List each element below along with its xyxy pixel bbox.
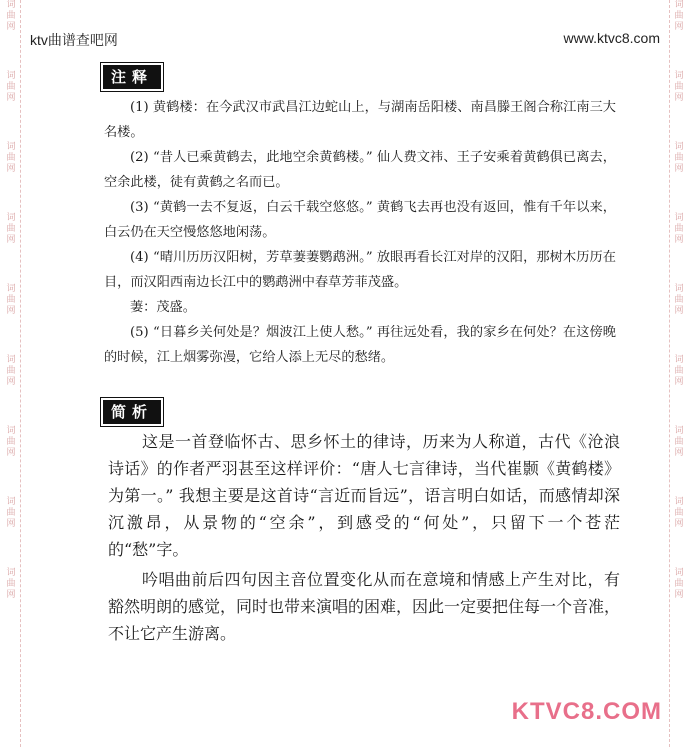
site-name-left: ktv曲谱查吧网 bbox=[30, 32, 118, 48]
note-item: (4) “晴川历历汉阳树，芳草萋萋鹦鹉洲。” 放眼再看长江对岸的汉阳，那树木历历在目，而汉阳西南边长江中的鹦鹉洲中春草芳菲茂盛。 bbox=[104, 250, 616, 290]
watermark-char: 网 bbox=[674, 519, 684, 529]
watermark-group bbox=[2, 568, 20, 601]
analysis-paragraph: 这是一首登临怀古、思乡怀土的律诗，历来为人称道，古代《沧浪诗话》的作者严羽甚至这样评价：“唐人七言律诗，当代崔颢《黄鹤楼》为第一。” 我想主要是这首诗“言近而旨远”，语言明白如话，而感情却深沉激昂，从景物的“空余”，到感受的“何处”，只留下一个苍茫的“愁”字。 bbox=[108, 432, 620, 559]
watermark-char: 词 bbox=[6, 284, 16, 294]
watermark-char: 曲 bbox=[6, 224, 16, 234]
watermark-char: 网 bbox=[674, 590, 684, 600]
watermark-char: 曲 bbox=[674, 295, 684, 305]
watermark-char: 词 bbox=[6, 568, 16, 578]
watermark-group bbox=[670, 284, 688, 317]
watermark-group bbox=[2, 426, 20, 459]
watermark-char: 网 bbox=[6, 590, 16, 600]
watermark-char: 词 bbox=[6, 497, 16, 507]
note-item: (3) “黄鹤一去不复返，白云千载空悠悠。” 黄鹤飞去再也没有返回，惟有千年以来，白云仍在天空慢悠悠地闲荡。 bbox=[104, 200, 616, 240]
watermark-char: 词 bbox=[6, 0, 16, 10]
watermark-char: 网 bbox=[674, 306, 684, 316]
watermark-char: 词 bbox=[6, 71, 16, 81]
brand-logo: KTVC8.COM bbox=[511, 698, 662, 725]
watermark-char: 曲 bbox=[674, 366, 684, 376]
watermark-group bbox=[670, 0, 688, 33]
watermark-char: 词 bbox=[674, 213, 684, 223]
watermark-char: 词 bbox=[6, 355, 16, 365]
watermark-char: 曲 bbox=[674, 579, 684, 589]
watermark-group bbox=[670, 497, 688, 530]
notes-heading: 注释 bbox=[103, 65, 161, 89]
left-watermark-strip bbox=[2, 0, 21, 747]
watermark-group bbox=[670, 213, 688, 246]
watermark-char: 网 bbox=[6, 93, 16, 103]
watermark-char: 曲 bbox=[6, 153, 16, 163]
watermark-group bbox=[670, 426, 688, 459]
watermark-char: 网 bbox=[674, 448, 684, 458]
watermark-char: 曲 bbox=[6, 437, 16, 447]
watermark-group bbox=[2, 497, 20, 530]
watermark-char: 曲 bbox=[674, 224, 684, 234]
watermark-char: 网 bbox=[674, 235, 684, 245]
watermark-char: 词 bbox=[674, 142, 684, 152]
watermark-char: 词 bbox=[674, 497, 684, 507]
analysis-section bbox=[108, 428, 620, 647]
watermark-group bbox=[2, 284, 20, 317]
analysis-paragraph: 吟唱曲前后四句因主音位置变化从而在意境和情感上产生对比，有豁然明朗的感觉，同时也带来演唱的困难，因此一定要把住每一个音准，不让它产生游离。 bbox=[108, 570, 621, 643]
watermark-char: 曲 bbox=[6, 295, 16, 305]
watermark-char: 网 bbox=[6, 22, 16, 32]
note-item: (2) “昔人已乘黄鹤去，此地空余黄鹤楼。” 仙人费文祎、王子安乘着黄鹤俱已离去，空余此楼，徒有黄鹤之名而已。 bbox=[104, 150, 616, 190]
watermark-char: 曲 bbox=[6, 366, 16, 376]
watermark-char: 网 bbox=[674, 377, 684, 387]
watermark-char: 曲 bbox=[6, 579, 16, 589]
watermark-char: 曲 bbox=[674, 153, 684, 163]
notes-section bbox=[104, 95, 616, 370]
watermark-group bbox=[670, 142, 688, 175]
watermark-group bbox=[2, 0, 20, 33]
watermark-char: 词 bbox=[6, 213, 16, 223]
watermark-char: 词 bbox=[674, 71, 684, 81]
note-item: 萋：茂盛。 bbox=[130, 300, 196, 315]
watermark-char: 曲 bbox=[6, 508, 16, 518]
watermark-char: 网 bbox=[674, 164, 684, 174]
watermark-char: 词 bbox=[674, 355, 684, 365]
watermark-char: 曲 bbox=[674, 82, 684, 92]
right-watermark-strip bbox=[669, 0, 688, 747]
watermark-char: 网 bbox=[6, 164, 16, 174]
watermark-char: 曲 bbox=[674, 437, 684, 447]
watermark-group bbox=[2, 213, 20, 246]
watermark-char: 词 bbox=[674, 284, 684, 294]
watermark-char: 网 bbox=[6, 519, 16, 529]
watermark-char: 网 bbox=[6, 448, 16, 458]
watermark-char: 网 bbox=[674, 22, 684, 32]
watermark-group bbox=[2, 71, 20, 104]
watermark-char: 词 bbox=[674, 426, 684, 436]
watermark-group bbox=[670, 568, 688, 601]
watermark-char: 网 bbox=[6, 306, 16, 316]
watermark-char: 词 bbox=[6, 426, 16, 436]
watermark-char: 曲 bbox=[6, 11, 16, 21]
watermark-char: 词 bbox=[674, 0, 684, 10]
watermark-char: 词 bbox=[6, 142, 16, 152]
watermark-char: 词 bbox=[674, 568, 684, 578]
watermark-group bbox=[670, 355, 688, 388]
note-item: (1) 黄鹤楼：在今武汉市武昌江边蛇山上，与湖南岳阳楼、南昌滕王阁合称江南三大名楼。 bbox=[104, 100, 616, 140]
watermark-char: 网 bbox=[6, 377, 16, 387]
watermark-char: 曲 bbox=[674, 508, 684, 518]
watermark-group bbox=[2, 355, 20, 388]
watermark-char: 曲 bbox=[6, 82, 16, 92]
analysis-heading: 简析 bbox=[103, 400, 161, 424]
watermark-char: 网 bbox=[6, 235, 16, 245]
note-item: (5) “日暮乡关何处是？烟波江上使人愁。” 再往远处看，我的家乡在何处？在这傍晚的时候，江上烟雾弥漫，它给人添上无尽的愁绪。 bbox=[104, 325, 616, 365]
watermark-group bbox=[2, 142, 20, 175]
watermark-group bbox=[670, 71, 688, 104]
watermark-char: 网 bbox=[674, 93, 684, 103]
watermark-char: 曲 bbox=[674, 11, 684, 21]
site-url-right: www.ktvc8.com bbox=[563, 30, 660, 46]
